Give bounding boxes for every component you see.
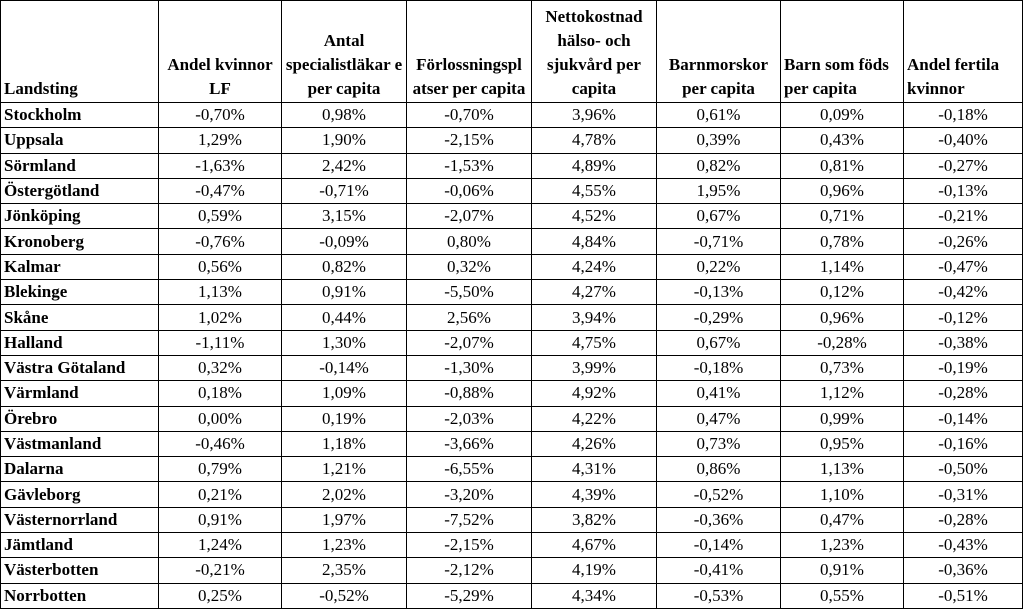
table-cell: -0,14% [904, 406, 1023, 431]
table-cell: 0,25% [159, 583, 282, 608]
row-landsting-name: Örebro [1, 406, 159, 431]
table-cell: 1,14% [781, 254, 904, 279]
table-cell: -0,19% [904, 355, 1023, 380]
row-landsting-name: Västerbotten [1, 558, 159, 583]
row-landsting-name: Kronoberg [1, 229, 159, 254]
table-cell: 0,78% [781, 229, 904, 254]
table-cell: 4,24% [532, 254, 657, 279]
table-cell: -0,88% [407, 381, 532, 406]
table-cell: -0,47% [904, 254, 1023, 279]
table-cell: -0,09% [282, 229, 407, 254]
table-cell: -0,13% [904, 178, 1023, 203]
header-landsting: Landsting [1, 1, 159, 103]
table-cell: -1,30% [407, 355, 532, 380]
row-landsting-name: Östergötland [1, 178, 159, 203]
table-cell: -7,52% [407, 507, 532, 532]
table-cell: 0,67% [657, 330, 781, 355]
table-cell: 4,26% [532, 431, 657, 456]
table-row [1, 533, 1023, 558]
table-cell: 0,73% [781, 355, 904, 380]
table-cell: -0,41% [657, 558, 781, 583]
table-cell: 1,18% [282, 431, 407, 456]
table-cell: 1,02% [159, 305, 282, 330]
table-cell: 0,98% [282, 103, 407, 128]
table-cell: 0,80% [407, 229, 532, 254]
table-row [1, 558, 1023, 583]
table-cell: 0,09% [781, 103, 904, 128]
table-cell: 1,13% [159, 280, 282, 305]
row-landsting-name: Västernorrland [1, 507, 159, 532]
table-cell: 0,47% [781, 507, 904, 532]
row-landsting-name: Halland [1, 330, 159, 355]
table-row [1, 254, 1023, 279]
table-cell: -0,53% [657, 583, 781, 608]
table-cell: -0,76% [159, 229, 282, 254]
table-cell: 4,52% [532, 204, 657, 229]
row-landsting-name: Västmanland [1, 431, 159, 456]
table-cell: 0,18% [159, 381, 282, 406]
table-cell: 0,67% [657, 204, 781, 229]
table-cell: 3,99% [532, 355, 657, 380]
table-cell: -1,63% [159, 153, 282, 178]
table-cell: 2,02% [282, 482, 407, 507]
table-row [1, 431, 1023, 456]
table-cell: 0,81% [781, 153, 904, 178]
table-cell: -1,11% [159, 330, 282, 355]
table-cell: 4,84% [532, 229, 657, 254]
table-cell: 0,32% [159, 355, 282, 380]
table-cell: -0,21% [159, 558, 282, 583]
table-row [1, 280, 1023, 305]
table-body [1, 103, 1023, 609]
table-cell: 0,91% [159, 507, 282, 532]
table-cell: -0,47% [159, 178, 282, 203]
table-cell: -0,18% [657, 355, 781, 380]
table-cell: 1,30% [282, 330, 407, 355]
table-cell: 0,61% [657, 103, 781, 128]
table-cell: 4,19% [532, 558, 657, 583]
header-specialistlakare: Antal specialistläkar e per capita [282, 1, 407, 103]
table-cell: 1,95% [657, 178, 781, 203]
table-cell: 2,42% [282, 153, 407, 178]
table-row [1, 153, 1023, 178]
table-cell: 0,96% [781, 305, 904, 330]
table-cell: 0,12% [781, 280, 904, 305]
table-cell: 0,91% [282, 280, 407, 305]
row-landsting-name: Sörmland [1, 153, 159, 178]
table-cell: 0,41% [657, 381, 781, 406]
table-cell: -0,36% [904, 558, 1023, 583]
table-cell: 4,39% [532, 482, 657, 507]
table-cell: -0,06% [407, 178, 532, 203]
table-row [1, 103, 1023, 128]
table-cell: 0,39% [657, 128, 781, 153]
table-cell: -0,40% [904, 128, 1023, 153]
header-nettokostnad: Nettokostnad hälso- och sjukvård per capita [532, 1, 657, 103]
table-cell: -0,16% [904, 431, 1023, 456]
table-cell: 1,10% [781, 482, 904, 507]
table-cell: -0,31% [904, 482, 1023, 507]
table-cell: 0,95% [781, 431, 904, 456]
table-row [1, 355, 1023, 380]
table-cell: 0,32% [407, 254, 532, 279]
row-landsting-name: Västra Götaland [1, 355, 159, 380]
table-cell: -2,15% [407, 128, 532, 153]
table-cell: 0,44% [282, 305, 407, 330]
table-cell: 4,67% [532, 533, 657, 558]
table-cell: -0,14% [657, 533, 781, 558]
table-cell: -0,70% [407, 103, 532, 128]
table-cell: -0,28% [904, 381, 1023, 406]
table-cell: 3,94% [532, 305, 657, 330]
table-cell: -0,38% [904, 330, 1023, 355]
table-cell: 0,82% [657, 153, 781, 178]
table-cell: 0,47% [657, 406, 781, 431]
table-cell: -0,71% [282, 178, 407, 203]
table-cell: -0,18% [904, 103, 1023, 128]
table-cell: -2,07% [407, 330, 532, 355]
table-cell: 1,29% [159, 128, 282, 153]
table-cell: -0,46% [159, 431, 282, 456]
table-cell: 4,34% [532, 583, 657, 608]
table-row [1, 128, 1023, 153]
table-cell: -0,14% [282, 355, 407, 380]
table-cell: 4,75% [532, 330, 657, 355]
table-cell: 4,55% [532, 178, 657, 203]
row-landsting-name: Kalmar [1, 254, 159, 279]
table-cell: -0,70% [159, 103, 282, 128]
table-cell: -0,21% [904, 204, 1023, 229]
table-cell: 0,55% [781, 583, 904, 608]
table-cell: 4,92% [532, 381, 657, 406]
table-cell: 2,35% [282, 558, 407, 583]
table-cell: -0,51% [904, 583, 1023, 608]
table-cell: -2,03% [407, 406, 532, 431]
table-cell: -1,53% [407, 153, 532, 178]
row-landsting-name: Stockholm [1, 103, 159, 128]
row-landsting-name: Skåne [1, 305, 159, 330]
header-barn-som-fods: Barn som föds per capita [781, 1, 904, 103]
row-landsting-name: Gävleborg [1, 482, 159, 507]
table-cell: 1,97% [282, 507, 407, 532]
table-cell: -0,28% [904, 507, 1023, 532]
table-cell: -0,52% [657, 482, 781, 507]
table-cell: 0,96% [781, 178, 904, 203]
table-row [1, 330, 1023, 355]
table-cell: 3,96% [532, 103, 657, 128]
table-cell: -0,71% [657, 229, 781, 254]
row-landsting-name: Jämtland [1, 533, 159, 558]
table-row [1, 204, 1023, 229]
table-row [1, 305, 1023, 330]
table-cell: 4,22% [532, 406, 657, 431]
table-cell: 0,86% [657, 457, 781, 482]
table-row [1, 482, 1023, 507]
table-cell: -3,20% [407, 482, 532, 507]
table-cell: 1,24% [159, 533, 282, 558]
table-row [1, 229, 1023, 254]
header-andel-fertila-kvinnor: Andel fertila kvinnor [904, 1, 1023, 103]
header-andel-kvinnor-lf: Andel kvinnor LF [159, 1, 282, 103]
table-cell: 1,12% [781, 381, 904, 406]
table-cell: 3,15% [282, 204, 407, 229]
table-row [1, 381, 1023, 406]
table-cell: -0,50% [904, 457, 1023, 482]
table-cell: -2,15% [407, 533, 532, 558]
table-cell: -0,27% [904, 153, 1023, 178]
table-cell: 4,78% [532, 128, 657, 153]
table-cell: 0,22% [657, 254, 781, 279]
table-cell: -0,28% [781, 330, 904, 355]
table-cell: 0,00% [159, 406, 282, 431]
table-cell: 2,56% [407, 305, 532, 330]
table-cell: 0,82% [282, 254, 407, 279]
table-cell: 1,23% [282, 533, 407, 558]
row-landsting-name: Dalarna [1, 457, 159, 482]
table-cell: 1,09% [282, 381, 407, 406]
table-cell: 4,27% [532, 280, 657, 305]
table-cell: 1,90% [282, 128, 407, 153]
header-row [1, 1, 1023, 103]
table-cell: 0,21% [159, 482, 282, 507]
table-row [1, 457, 1023, 482]
table-cell: -0,36% [657, 507, 781, 532]
table-cell: 1,13% [781, 457, 904, 482]
table-cell: 3,82% [532, 507, 657, 532]
table-cell: -0,13% [657, 280, 781, 305]
table-row [1, 583, 1023, 608]
table-row [1, 406, 1023, 431]
row-landsting-name: Norrbotten [1, 583, 159, 608]
table-cell: -0,52% [282, 583, 407, 608]
table-cell: 1,21% [282, 457, 407, 482]
table-header [1, 1, 1023, 103]
table-row [1, 507, 1023, 532]
header-forlossningsplatser: Förlossningspl atser per capita [407, 1, 532, 103]
table-cell: 0,19% [282, 406, 407, 431]
table-cell: -0,42% [904, 280, 1023, 305]
table-cell: 0,79% [159, 457, 282, 482]
table-cell: -0,29% [657, 305, 781, 330]
table-cell: 0,71% [781, 204, 904, 229]
table-cell: -2,07% [407, 204, 532, 229]
header-barnmorskor: Barnmorskor per capita [657, 1, 781, 103]
row-landsting-name: Blekinge [1, 280, 159, 305]
table-cell: 0,99% [781, 406, 904, 431]
table-cell: -5,50% [407, 280, 532, 305]
table-cell: -5,29% [407, 583, 532, 608]
table-cell: 0,73% [657, 431, 781, 456]
row-landsting-name: Uppsala [1, 128, 159, 153]
table-cell: 4,31% [532, 457, 657, 482]
table-cell: -0,26% [904, 229, 1023, 254]
table-cell: -0,12% [904, 305, 1023, 330]
table-cell: 0,59% [159, 204, 282, 229]
row-landsting-name: Värmland [1, 381, 159, 406]
table-row [1, 178, 1023, 203]
table-cell: 0,43% [781, 128, 904, 153]
table-cell: -0,43% [904, 533, 1023, 558]
table-cell: 0,91% [781, 558, 904, 583]
table-cell: -3,66% [407, 431, 532, 456]
table-cell: -2,12% [407, 558, 532, 583]
table-cell: 1,23% [781, 533, 904, 558]
table-cell: -6,55% [407, 457, 532, 482]
row-landsting-name: Jönköping [1, 204, 159, 229]
table-cell: 0,56% [159, 254, 282, 279]
table-cell: 4,89% [532, 153, 657, 178]
